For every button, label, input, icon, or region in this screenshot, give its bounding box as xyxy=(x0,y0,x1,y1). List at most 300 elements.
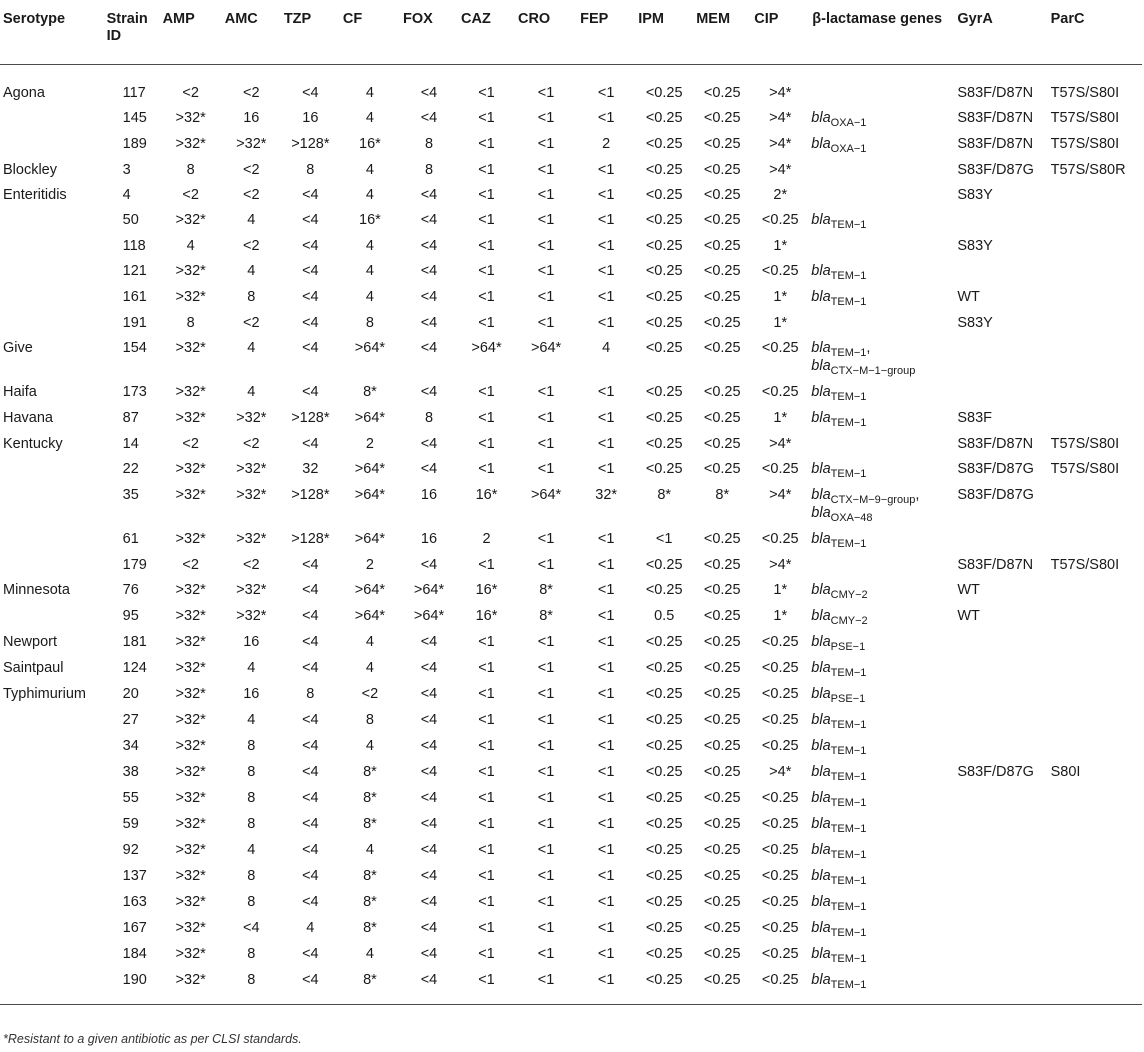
table-row xyxy=(0,601,1142,627)
gene-subscript: CTX−M−9−group xyxy=(830,493,916,506)
mic-value-cell: >32* xyxy=(175,867,206,884)
mic-value-cell: <1 xyxy=(597,581,615,598)
mic-value-cell: <4 xyxy=(420,211,438,228)
mic-value-cell: 8 xyxy=(306,685,315,702)
mic-value-cell: <0.25 xyxy=(703,763,741,780)
parc-mutation-cell xyxy=(1048,231,1142,256)
mic-value-cell: 16 xyxy=(420,530,438,547)
mic-value-cell: 4 xyxy=(306,919,315,936)
mic-value-cell: <0.25 xyxy=(703,581,741,598)
mic-value-cell: 2 xyxy=(365,556,374,573)
gene-name: bla xyxy=(811,486,831,503)
table-row xyxy=(0,103,1142,129)
gene-entry xyxy=(811,461,954,479)
mic-value-cell: 16* xyxy=(359,135,381,152)
mic-value-cell: <2 xyxy=(243,237,260,254)
mic-value-cell: <1 xyxy=(537,633,555,650)
mic-value-cell: 8* xyxy=(539,581,553,598)
serotype-cell xyxy=(0,731,104,757)
col-tzp: TZP xyxy=(281,6,340,64)
mic-value-cell: >32* xyxy=(175,460,206,477)
mic-value-cell: <1 xyxy=(478,919,495,936)
mic-value-cell: <1 xyxy=(478,867,495,884)
table-row xyxy=(0,887,1142,913)
mic-value-cell: >4* xyxy=(769,435,792,452)
table-row xyxy=(0,256,1142,282)
mic-value-cell: <1 xyxy=(537,867,555,884)
gene-name: bla xyxy=(811,607,831,624)
mic-value-cell: 32 xyxy=(302,460,319,477)
mic-value-cell: <4 xyxy=(420,339,438,356)
strain-id-cell: 59 xyxy=(122,815,139,832)
mic-value-cell: <1 xyxy=(537,815,555,832)
serotype-cell xyxy=(0,256,104,282)
mic-value-cell: >32* xyxy=(175,711,206,728)
mic-value-cell: <1 xyxy=(597,789,615,806)
mic-value-cell: 4 xyxy=(186,237,195,254)
mic-value-cell: <1 xyxy=(597,435,615,452)
mic-value-cell: <1 xyxy=(597,919,615,936)
mic-value-cell: <0.25 xyxy=(761,633,799,650)
mic-value-cell: 1* xyxy=(773,581,788,598)
table-header xyxy=(0,6,1142,64)
mic-value-cell: <0.25 xyxy=(703,262,741,279)
strain-id-cell: 179 xyxy=(122,556,147,573)
mic-value-cell: <4 xyxy=(281,965,340,1005)
mic-value-cell: 8 xyxy=(247,815,256,832)
beta-lactamase-genes-cell xyxy=(809,757,954,783)
mic-value-cell: 4 xyxy=(247,383,256,400)
serotype-cell: Saintpaul xyxy=(3,659,64,676)
mic-value-cell: <4 xyxy=(302,867,319,884)
col-cip: CIP xyxy=(751,6,809,64)
parc-mutation-cell xyxy=(1048,180,1142,205)
mic-value-cell: <2 xyxy=(182,556,199,573)
gene-subscript: TEM−1 xyxy=(830,770,867,783)
mic-value-cell: <0.25 xyxy=(703,409,741,426)
parc-mutation-cell xyxy=(1048,524,1142,550)
mic-value-cell: <1 xyxy=(537,314,555,331)
gene-name: bla xyxy=(811,789,831,806)
mic-value-cell: <1 xyxy=(478,763,495,780)
parc-mutation-cell xyxy=(1048,575,1142,601)
mic-value-cell: <1 xyxy=(537,84,555,101)
mic-value-cell: >64* xyxy=(354,607,386,624)
parc-mutation-cell: T57S/S80R xyxy=(1050,161,1126,178)
mic-value-cell: <4 xyxy=(302,314,319,331)
mic-value-cell: 32* xyxy=(595,486,618,503)
mic-value-cell: <1 xyxy=(478,945,495,962)
gyra-mutation-cell: WT xyxy=(957,581,980,598)
serotype-cell: Blockley xyxy=(3,161,57,178)
mic-value-cell: 16 xyxy=(302,109,319,126)
mic-value-cell: 4 xyxy=(602,339,611,356)
mic-value-cell: <0.25 xyxy=(645,339,683,356)
gene-entry xyxy=(811,582,954,600)
mic-value-cell: <4 xyxy=(302,607,319,624)
mic-value-cell: 8 xyxy=(424,161,434,178)
mic-value-cell: <4 xyxy=(420,383,438,400)
strain-id-cell: 92 xyxy=(122,841,139,858)
mic-value-cell: <0.25 xyxy=(703,383,741,400)
gyra-mutation-cell xyxy=(954,835,1047,861)
gene-name: bla xyxy=(811,867,831,884)
gene-name: bla xyxy=(811,815,831,832)
table-footnote: *Resistant to a given antibiotic as per CLSI standards. xyxy=(3,1032,302,1046)
parc-mutation-cell: T57S/S80I xyxy=(1050,435,1120,452)
gene-entry xyxy=(811,505,954,523)
mic-value-cell: <4 xyxy=(420,556,438,573)
table-row xyxy=(0,965,1142,1005)
mic-value-cell: 0.5 xyxy=(654,607,675,624)
mic-value-cell: >32* xyxy=(236,486,267,503)
mic-value-cell: <1 xyxy=(597,763,615,780)
mic-value-cell: <0.25 xyxy=(703,237,741,254)
mic-value-cell: <4 xyxy=(420,945,438,962)
parc-mutation-cell xyxy=(1048,809,1142,835)
mic-value-cell: 4 xyxy=(365,262,374,279)
mic-value-cell: <0.25 xyxy=(645,867,683,884)
mic-value-cell: >64* xyxy=(354,409,386,426)
mic-value-cell: <0.25 xyxy=(645,556,683,573)
mic-value-cell: 8 xyxy=(247,867,256,884)
mic-value-cell: <4 xyxy=(302,383,319,400)
gyra-mutation-cell xyxy=(954,809,1047,835)
mic-value-cell: <1 xyxy=(537,383,555,400)
mic-value-cell: <1 xyxy=(537,237,555,254)
beta-lactamase-genes-cell xyxy=(809,861,954,887)
gene-name: bla xyxy=(811,711,831,728)
mic-value-cell: <1 xyxy=(478,314,495,331)
mic-value-cell: <4 xyxy=(400,965,458,1005)
strain-id-cell: 124 xyxy=(122,659,147,676)
gene-name: bla xyxy=(811,409,831,426)
mic-value-cell: <0.25 xyxy=(703,919,741,936)
mic-value-cell: <1 xyxy=(597,737,615,754)
table-row xyxy=(0,835,1142,861)
mic-value-cell: 4 xyxy=(365,737,374,754)
beta-lactamase-genes-cell xyxy=(809,550,954,575)
strain-id-cell: 76 xyxy=(122,581,139,598)
mic-value-cell: 8* xyxy=(363,789,377,806)
mic-value-cell: <0.25 xyxy=(703,314,741,331)
mic-value-cell: <4 xyxy=(420,84,438,101)
mic-value-cell: >32* xyxy=(236,530,267,547)
gene-subscript: OXA−1 xyxy=(830,142,867,155)
beta-lactamase-genes-cell xyxy=(809,705,954,731)
gyra-mutation-cell xyxy=(954,524,1047,550)
beta-lactamase-genes-cell xyxy=(809,731,954,757)
mic-value-cell: <2 xyxy=(243,314,260,331)
gene-entry xyxy=(811,608,954,626)
serotype-cell xyxy=(0,913,104,939)
serotype-cell xyxy=(0,524,104,550)
gene-subscript: CMY−2 xyxy=(830,614,868,627)
strain-id-cell: 121 xyxy=(122,262,147,279)
gyra-mutation-cell xyxy=(954,861,1047,887)
mic-value-cell: >32* xyxy=(175,211,206,228)
mic-value-cell: 8 xyxy=(247,789,256,806)
col-fox: FOX xyxy=(400,6,458,64)
mic-value-cell: <1 xyxy=(537,460,555,477)
mic-value-cell: <1 xyxy=(597,186,615,203)
mic-value-cell: <0.25 xyxy=(761,867,799,884)
mic-value-cell: >32* xyxy=(175,945,206,962)
gene-name: bla xyxy=(811,841,831,858)
beta-lactamase-genes-cell xyxy=(809,835,954,861)
strain-id-cell: 154 xyxy=(122,339,147,356)
mic-value-cell: <0.25 xyxy=(761,530,799,547)
mic-value-cell: 4 xyxy=(247,339,256,356)
table-row xyxy=(0,575,1142,601)
mic-value-cell: >32* xyxy=(175,633,206,650)
mic-value-cell: 8* xyxy=(363,867,377,884)
mic-value-cell: <4 xyxy=(302,211,319,228)
mic-value-cell: <1 xyxy=(597,659,615,676)
strain-id-cell: 190 xyxy=(104,965,160,1005)
mic-value-cell: <1 xyxy=(478,789,495,806)
beta-lactamase-genes-cell xyxy=(809,913,954,939)
serotype-cell xyxy=(0,835,104,861)
gene-subscript: OXA−48 xyxy=(830,511,873,524)
gene-entry xyxy=(811,816,954,834)
mic-value-cell: <1 xyxy=(537,763,555,780)
mic-value-cell: 8* xyxy=(363,763,377,780)
beta-lactamase-genes-cell xyxy=(809,231,954,256)
mic-value-cell: <4 xyxy=(302,659,319,676)
mic-value-cell: 8 xyxy=(365,314,374,331)
parc-mutation-cell xyxy=(1048,403,1142,429)
mic-value-cell: <0.25 xyxy=(703,659,741,676)
strain-id-cell: 14 xyxy=(122,435,139,452)
mic-value-cell: 2* xyxy=(773,186,788,203)
gene-entry xyxy=(811,738,954,756)
strain-id-cell: 173 xyxy=(122,383,147,400)
serotype-cell: Newport xyxy=(3,633,57,650)
mic-value-cell: <1 xyxy=(577,965,635,1005)
mic-value-cell: <2 xyxy=(182,186,199,203)
mic-value-cell: >32* xyxy=(175,409,206,426)
table-row xyxy=(0,403,1142,429)
table-row xyxy=(0,550,1142,575)
beta-lactamase-genes-cell xyxy=(809,454,954,480)
mic-value-cell: 1* xyxy=(773,288,788,305)
mic-value-cell: <0.25 xyxy=(645,841,683,858)
beta-lactamase-genes-cell xyxy=(809,783,954,809)
gyra-mutation-cell xyxy=(954,627,1047,653)
mic-value-cell: >4* xyxy=(769,109,792,126)
mic-value-cell: <1 xyxy=(597,161,615,178)
mic-value-cell: >32* xyxy=(175,789,206,806)
mic-value-cell: >128* xyxy=(291,530,330,547)
gene-subscript: TEM−1 xyxy=(830,346,867,359)
table-row xyxy=(0,939,1142,965)
mic-value-cell: <4 xyxy=(420,186,438,203)
mic-value-cell: <0.25 xyxy=(703,186,741,203)
mic-value-cell: >64* xyxy=(354,460,386,477)
mic-value-cell: 16* xyxy=(475,581,498,598)
parc-mutation-cell: S80I xyxy=(1050,763,1081,780)
gene-subscript: CTX−M−1−group xyxy=(830,364,916,377)
mic-value-cell: <0.25 xyxy=(645,262,683,279)
col-serotype: Serotype xyxy=(0,6,104,64)
gyra-mutation-cell xyxy=(954,965,1047,1005)
mic-value-cell: 8* xyxy=(539,607,553,624)
mic-value-cell: 2 xyxy=(365,435,374,452)
parc-mutation-cell: T57S/S80I xyxy=(1050,109,1120,126)
mic-value-cell: >64* xyxy=(530,339,562,356)
gyra-mutation-cell xyxy=(954,377,1047,403)
mic-value-cell: >4* xyxy=(769,763,792,780)
beta-lactamase-genes-cell xyxy=(809,333,954,377)
mic-value-cell: 16 xyxy=(243,685,260,702)
gene-name: bla xyxy=(811,945,831,962)
mic-value-cell: >64* xyxy=(354,486,386,503)
serotype-cell: Typhimurium xyxy=(3,685,86,702)
mic-value-cell: 8* xyxy=(340,965,400,1005)
gene-name: bla xyxy=(811,109,831,126)
mic-value-cell: <1 xyxy=(537,659,555,676)
mic-value-cell: 16* xyxy=(475,607,498,624)
mic-value-cell: <0.25 xyxy=(645,109,683,126)
mic-value-cell: <1 xyxy=(537,435,555,452)
mic-value-cell: <0.25 xyxy=(761,685,799,702)
gene-name: bla xyxy=(811,919,831,936)
mic-value-cell: <0.25 xyxy=(761,893,799,910)
mic-value-cell: 1* xyxy=(773,314,788,331)
beta-lactamase-genes-cell xyxy=(809,627,954,653)
gene-name: bla xyxy=(811,383,831,400)
mic-value-cell: <1 xyxy=(478,237,495,254)
mic-value-cell: <2 xyxy=(243,556,260,573)
serotype-cell xyxy=(0,861,104,887)
gene-entry xyxy=(811,289,954,307)
mic-value-cell: <0.25 xyxy=(703,893,741,910)
parc-mutation-cell xyxy=(1048,377,1142,403)
strain-id-cell: 55 xyxy=(122,789,139,806)
serotype-cell xyxy=(0,550,104,575)
mic-value-cell: <1 xyxy=(478,288,495,305)
mic-value-cell: >4* xyxy=(769,556,792,573)
mic-value-cell: >32* xyxy=(236,460,267,477)
mic-value-cell: <0.25 xyxy=(703,530,741,547)
gene-subscript: TEM−1 xyxy=(830,218,867,231)
mic-value-cell: <1 xyxy=(537,841,555,858)
mic-value-cell: <1 xyxy=(597,237,615,254)
mic-value-cell: <0.25 xyxy=(645,789,683,806)
gyra-mutation-cell xyxy=(954,653,1047,679)
table-row xyxy=(0,205,1142,231)
mic-value-cell: <4 xyxy=(420,262,438,279)
mic-value-cell: <1 xyxy=(537,109,555,126)
mic-value-cell: >32* xyxy=(175,893,206,910)
mic-value-cell: <1 xyxy=(597,262,615,279)
strain-id-cell: 184 xyxy=(122,945,147,962)
serotype-cell xyxy=(0,282,104,308)
beta-lactamase-genes-cell xyxy=(809,282,954,308)
serotype-cell xyxy=(0,129,104,155)
mic-value-cell: <4 xyxy=(302,789,319,806)
mic-value-cell: >4* xyxy=(769,486,792,503)
serotype-cell: Kentucky xyxy=(3,435,63,452)
gene-subscript: TEM−1 xyxy=(830,926,867,939)
col-caz: CAZ xyxy=(458,6,515,64)
mic-value-cell: <4 xyxy=(302,237,319,254)
strain-id-cell: 3 xyxy=(122,161,131,178)
mic-value-cell: <1 xyxy=(478,815,495,832)
table-row xyxy=(0,861,1142,887)
mic-value-cell: <4 xyxy=(420,685,438,702)
strain-id-cell: 191 xyxy=(122,314,147,331)
mic-value-cell: <4 xyxy=(302,711,319,728)
mic-value-cell: <0.25 xyxy=(645,711,683,728)
mic-value-cell: 8 xyxy=(424,135,434,152)
gene-subscript: TEM−1 xyxy=(830,848,867,861)
serotype-cell xyxy=(0,809,104,835)
beta-lactamase-genes-cell xyxy=(809,205,954,231)
mic-value-cell: 4 xyxy=(365,237,374,254)
mic-value-cell: >4* xyxy=(769,135,792,152)
gene-subscript: TEM−1 xyxy=(830,978,867,991)
parc-mutation-cell xyxy=(1048,939,1142,965)
mic-value-cell: 1* xyxy=(773,607,788,624)
mic-value-cell: 4 xyxy=(365,659,374,676)
beta-lactamase-genes-cell xyxy=(809,524,954,550)
mic-value-cell: <0.25 xyxy=(645,460,683,477)
gene-subscript: TEM−1 xyxy=(830,666,867,679)
parc-mutation-cell xyxy=(1048,282,1142,308)
mic-value-cell: <4 xyxy=(302,893,319,910)
mic-value-cell: >128* xyxy=(291,135,330,152)
mic-value-cell: >32* xyxy=(236,581,267,598)
mic-value-cell: 8 xyxy=(222,965,281,1005)
mic-value-cell: <1 xyxy=(597,685,615,702)
mic-value-cell: <0.25 xyxy=(703,109,741,126)
mic-value-cell: <0.25 xyxy=(703,339,741,356)
mic-value-cell: <0.25 xyxy=(703,737,741,754)
mic-value-cell: >64* xyxy=(354,530,386,547)
mic-value-cell: <0.25 xyxy=(703,607,741,624)
mic-value-cell: <1 xyxy=(537,789,555,806)
parc-mutation-cell xyxy=(1048,653,1142,679)
strain-id-cell: 117 xyxy=(122,84,146,101)
mic-value-cell: <0.25 xyxy=(703,945,741,962)
mic-value-cell: <0.25 xyxy=(645,135,683,152)
strain-id-cell: 35 xyxy=(122,486,139,503)
mic-value-cell: <0.25 xyxy=(645,409,683,426)
col-parc: ParC xyxy=(1048,6,1142,64)
mic-value-cell: >32* xyxy=(236,409,267,426)
mic-value-cell: <1 xyxy=(537,262,555,279)
mic-value-cell: <1 xyxy=(597,211,615,228)
mic-value-cell: <1 xyxy=(597,109,615,126)
mic-value-cell: <0.25 xyxy=(645,211,683,228)
mic-value-cell: >32* xyxy=(175,135,206,152)
mic-value-cell: >64* xyxy=(530,486,562,503)
strain-id-cell: 34 xyxy=(122,737,139,754)
mic-value-cell: 4 xyxy=(365,186,374,203)
gene-separator: , xyxy=(915,486,920,503)
mic-value-cell: <1 xyxy=(478,383,495,400)
mic-value-cell: <4 xyxy=(302,737,319,754)
mic-value-cell: <4 xyxy=(420,867,438,884)
mic-value-cell: 16 xyxy=(243,633,260,650)
table-row xyxy=(0,333,1142,377)
mic-value-cell: <4 xyxy=(420,789,438,806)
gene-subscript: TEM−1 xyxy=(830,416,867,429)
gyra-mutation-cell: S83Y xyxy=(957,237,993,254)
mic-value-cell: <4 xyxy=(420,815,438,832)
